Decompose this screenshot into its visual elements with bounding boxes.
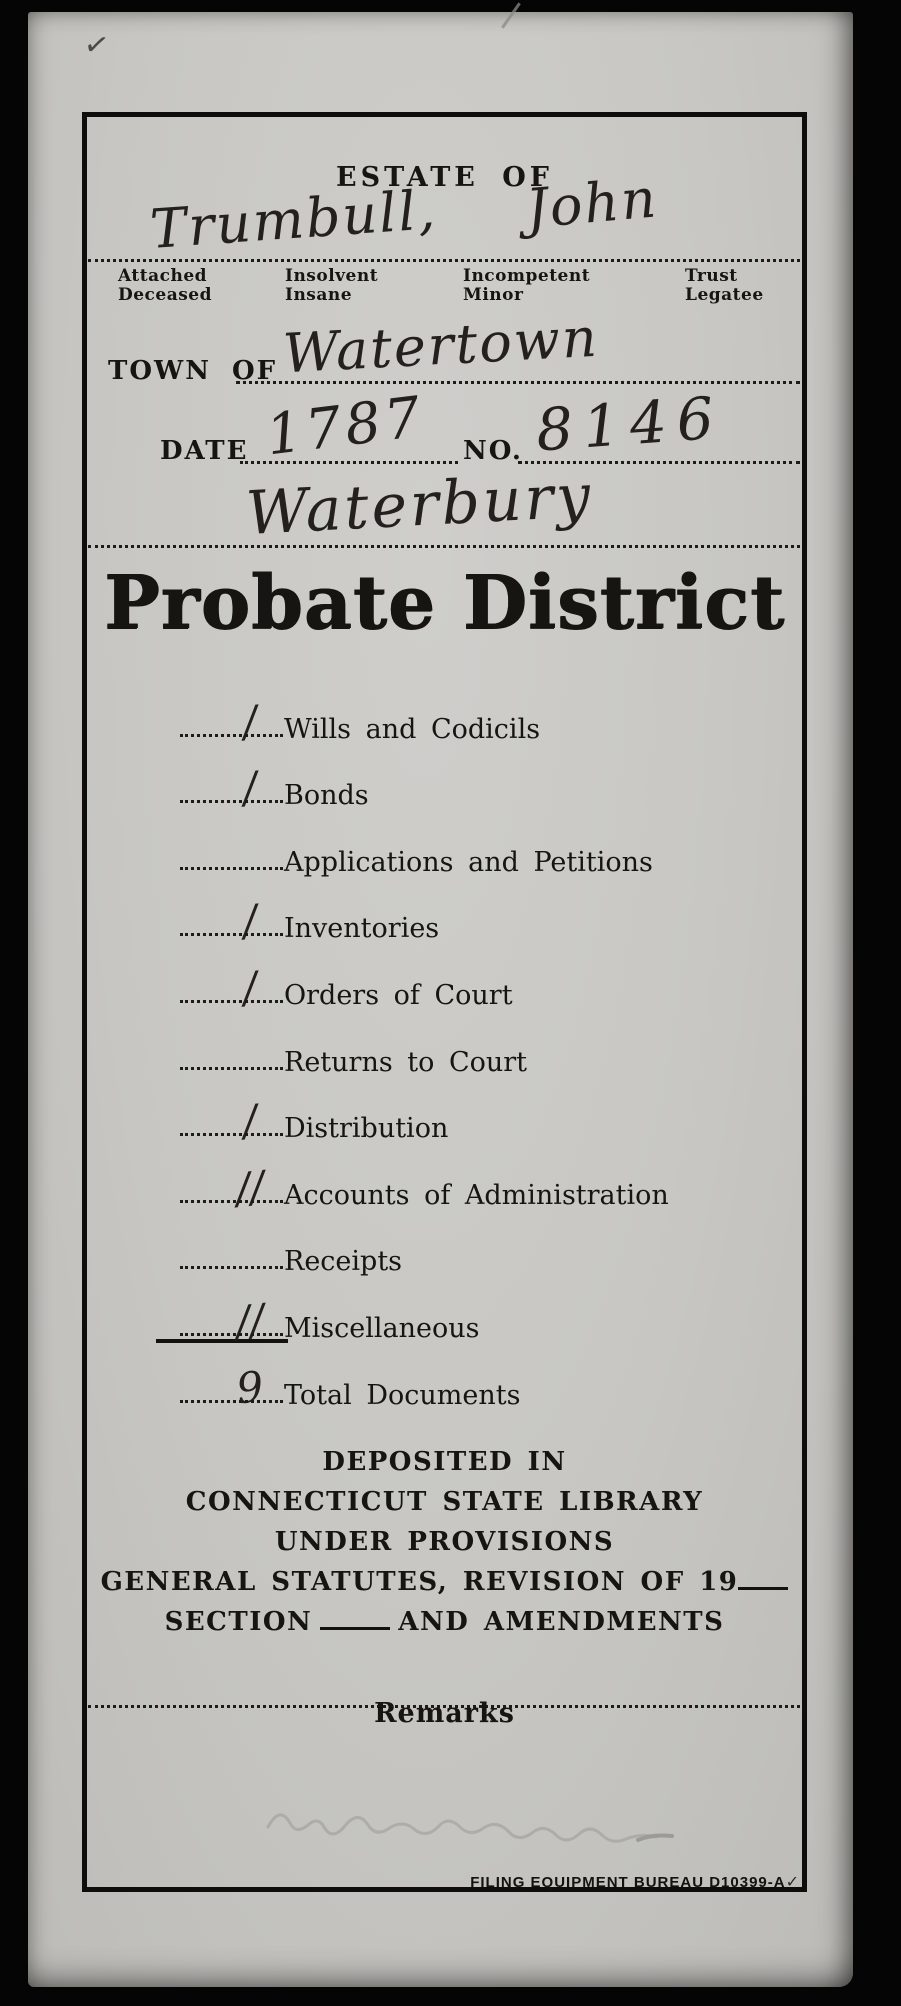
status-column-insolvent-insane	[285, 267, 378, 305]
document-row-miscellaneous	[180, 1281, 780, 1348]
pencil-smudge	[501, 2, 521, 28]
deposit-line: CONNECTICUT STATE LIBRARY	[185, 1487, 704, 1517]
remarks-label: Remarks	[374, 1698, 515, 1729]
count-handwriting: /	[240, 962, 260, 1013]
document-row-bonds	[180, 749, 780, 816]
estate-of-label: ESTATE OF	[336, 162, 553, 193]
count-dotted-line	[180, 1000, 283, 1003]
status-label: Legatee	[685, 285, 764, 305]
document-row-receipts	[180, 1215, 780, 1282]
count-handwriting: /	[240, 695, 260, 747]
document-label: Applications and Petitions	[284, 846, 653, 878]
status-label: Deceased	[118, 285, 213, 305]
section-number-blank	[320, 1608, 390, 1630]
document-row-distribution	[180, 1082, 780, 1149]
document-row-total	[180, 1348, 780, 1415]
probate-district-heading: Probate District	[103, 560, 786, 646]
deposit-line-section	[82, 1602, 807, 1642]
town-of-label: TOWN OF	[108, 356, 278, 386]
document-row-orders	[180, 948, 780, 1015]
estate-surname-handwriting: Trumbull,	[148, 178, 439, 261]
document-label: Distribution	[284, 1113, 449, 1145]
count-dotted-line	[180, 933, 283, 936]
document-label: Wills and Codicils	[284, 713, 541, 745]
date-label: DATE	[160, 436, 249, 466]
document-label: Orders of Court	[284, 979, 513, 1011]
count-dotted-line	[180, 1067, 283, 1070]
count-dotted-line	[180, 1400, 283, 1403]
faint-erased-handwriting	[258, 1782, 718, 1852]
date-value-handwriting: 1787	[262, 384, 428, 469]
count-handwriting	[210, 1271, 290, 1279]
status-label: Insolvent	[285, 266, 379, 286]
revision-text: GENERAL STATUTES, REVISION OF 19	[100, 1567, 739, 1597]
number-value-handwriting: 8146	[533, 383, 726, 465]
count-handwriting	[210, 1071, 290, 1079]
status-label: Trust	[685, 266, 738, 286]
revision-year-blank	[738, 1568, 788, 1590]
count-dotted-line	[180, 800, 283, 803]
document-row-inventories	[180, 882, 780, 949]
printer-imprint	[28, 1872, 800, 1891]
imprint-checkmark: ✓	[785, 1872, 800, 1891]
document-label: Miscellaneous	[284, 1312, 480, 1344]
count-dotted-line	[180, 1133, 283, 1136]
pencil-checkmark: ✓	[81, 26, 112, 65]
estate-name-dotted-line	[88, 230, 800, 262]
count-handwriting: //	[233, 1161, 267, 1214]
status-label: Incompetent	[463, 266, 591, 286]
count-handwriting: /	[240, 1095, 260, 1146]
amendments-text: AND AMENDMENTS	[398, 1607, 725, 1637]
town-value-handwriting: Watertown	[281, 305, 601, 386]
count-dotted-line	[180, 867, 283, 870]
probate-file-card	[28, 12, 853, 1987]
printer-imprint-text: FILING EQUIPMENT BUREAU D10399-A	[470, 1874, 786, 1891]
document-row-returns	[180, 1015, 780, 1082]
count-handwriting: 9	[234, 1361, 266, 1413]
count-dotted-line	[180, 734, 283, 737]
document-label: Receipts	[284, 1246, 403, 1278]
count-dotted-line	[180, 1266, 283, 1269]
document-row-accounts	[180, 1148, 780, 1215]
count-dotted-line	[180, 1200, 283, 1203]
count-handwriting	[210, 872, 290, 880]
deposit-line: UNDER PROVISIONS	[274, 1527, 615, 1557]
count-handwriting: /	[240, 762, 260, 813]
status-label: Minor	[463, 285, 524, 305]
estate-given-name-handwriting: John	[523, 166, 661, 241]
document-label: Inventories	[284, 913, 440, 945]
document-label: Returns to Court	[284, 1046, 528, 1078]
document-label: Total Documents	[284, 1379, 521, 1411]
document-label: Bonds	[284, 780, 369, 812]
deposit-statement	[82, 1442, 807, 1642]
document-row-wills	[180, 682, 780, 749]
count-dotted-line	[180, 1333, 283, 1336]
count-handwriting: /	[240, 895, 260, 946]
number-label: NO.	[463, 436, 523, 466]
status-column-incompetent-minor	[463, 267, 590, 305]
deposit-line: DEPOSITED IN	[322, 1447, 567, 1477]
count-handwriting: //	[233, 1294, 267, 1347]
status-column-trust-legatee	[685, 267, 764, 305]
document-label: Accounts of Administration	[284, 1179, 669, 1211]
district-name-handwriting: Waterbury	[244, 460, 595, 550]
deposit-line-revision	[82, 1562, 807, 1602]
document-row-applications	[180, 815, 780, 882]
status-column-attached-deceased	[118, 267, 212, 305]
section-text: SECTION	[164, 1607, 313, 1637]
document-count-list	[180, 682, 780, 1415]
status-label: Attached	[118, 266, 208, 286]
status-label: Insane	[285, 285, 353, 305]
